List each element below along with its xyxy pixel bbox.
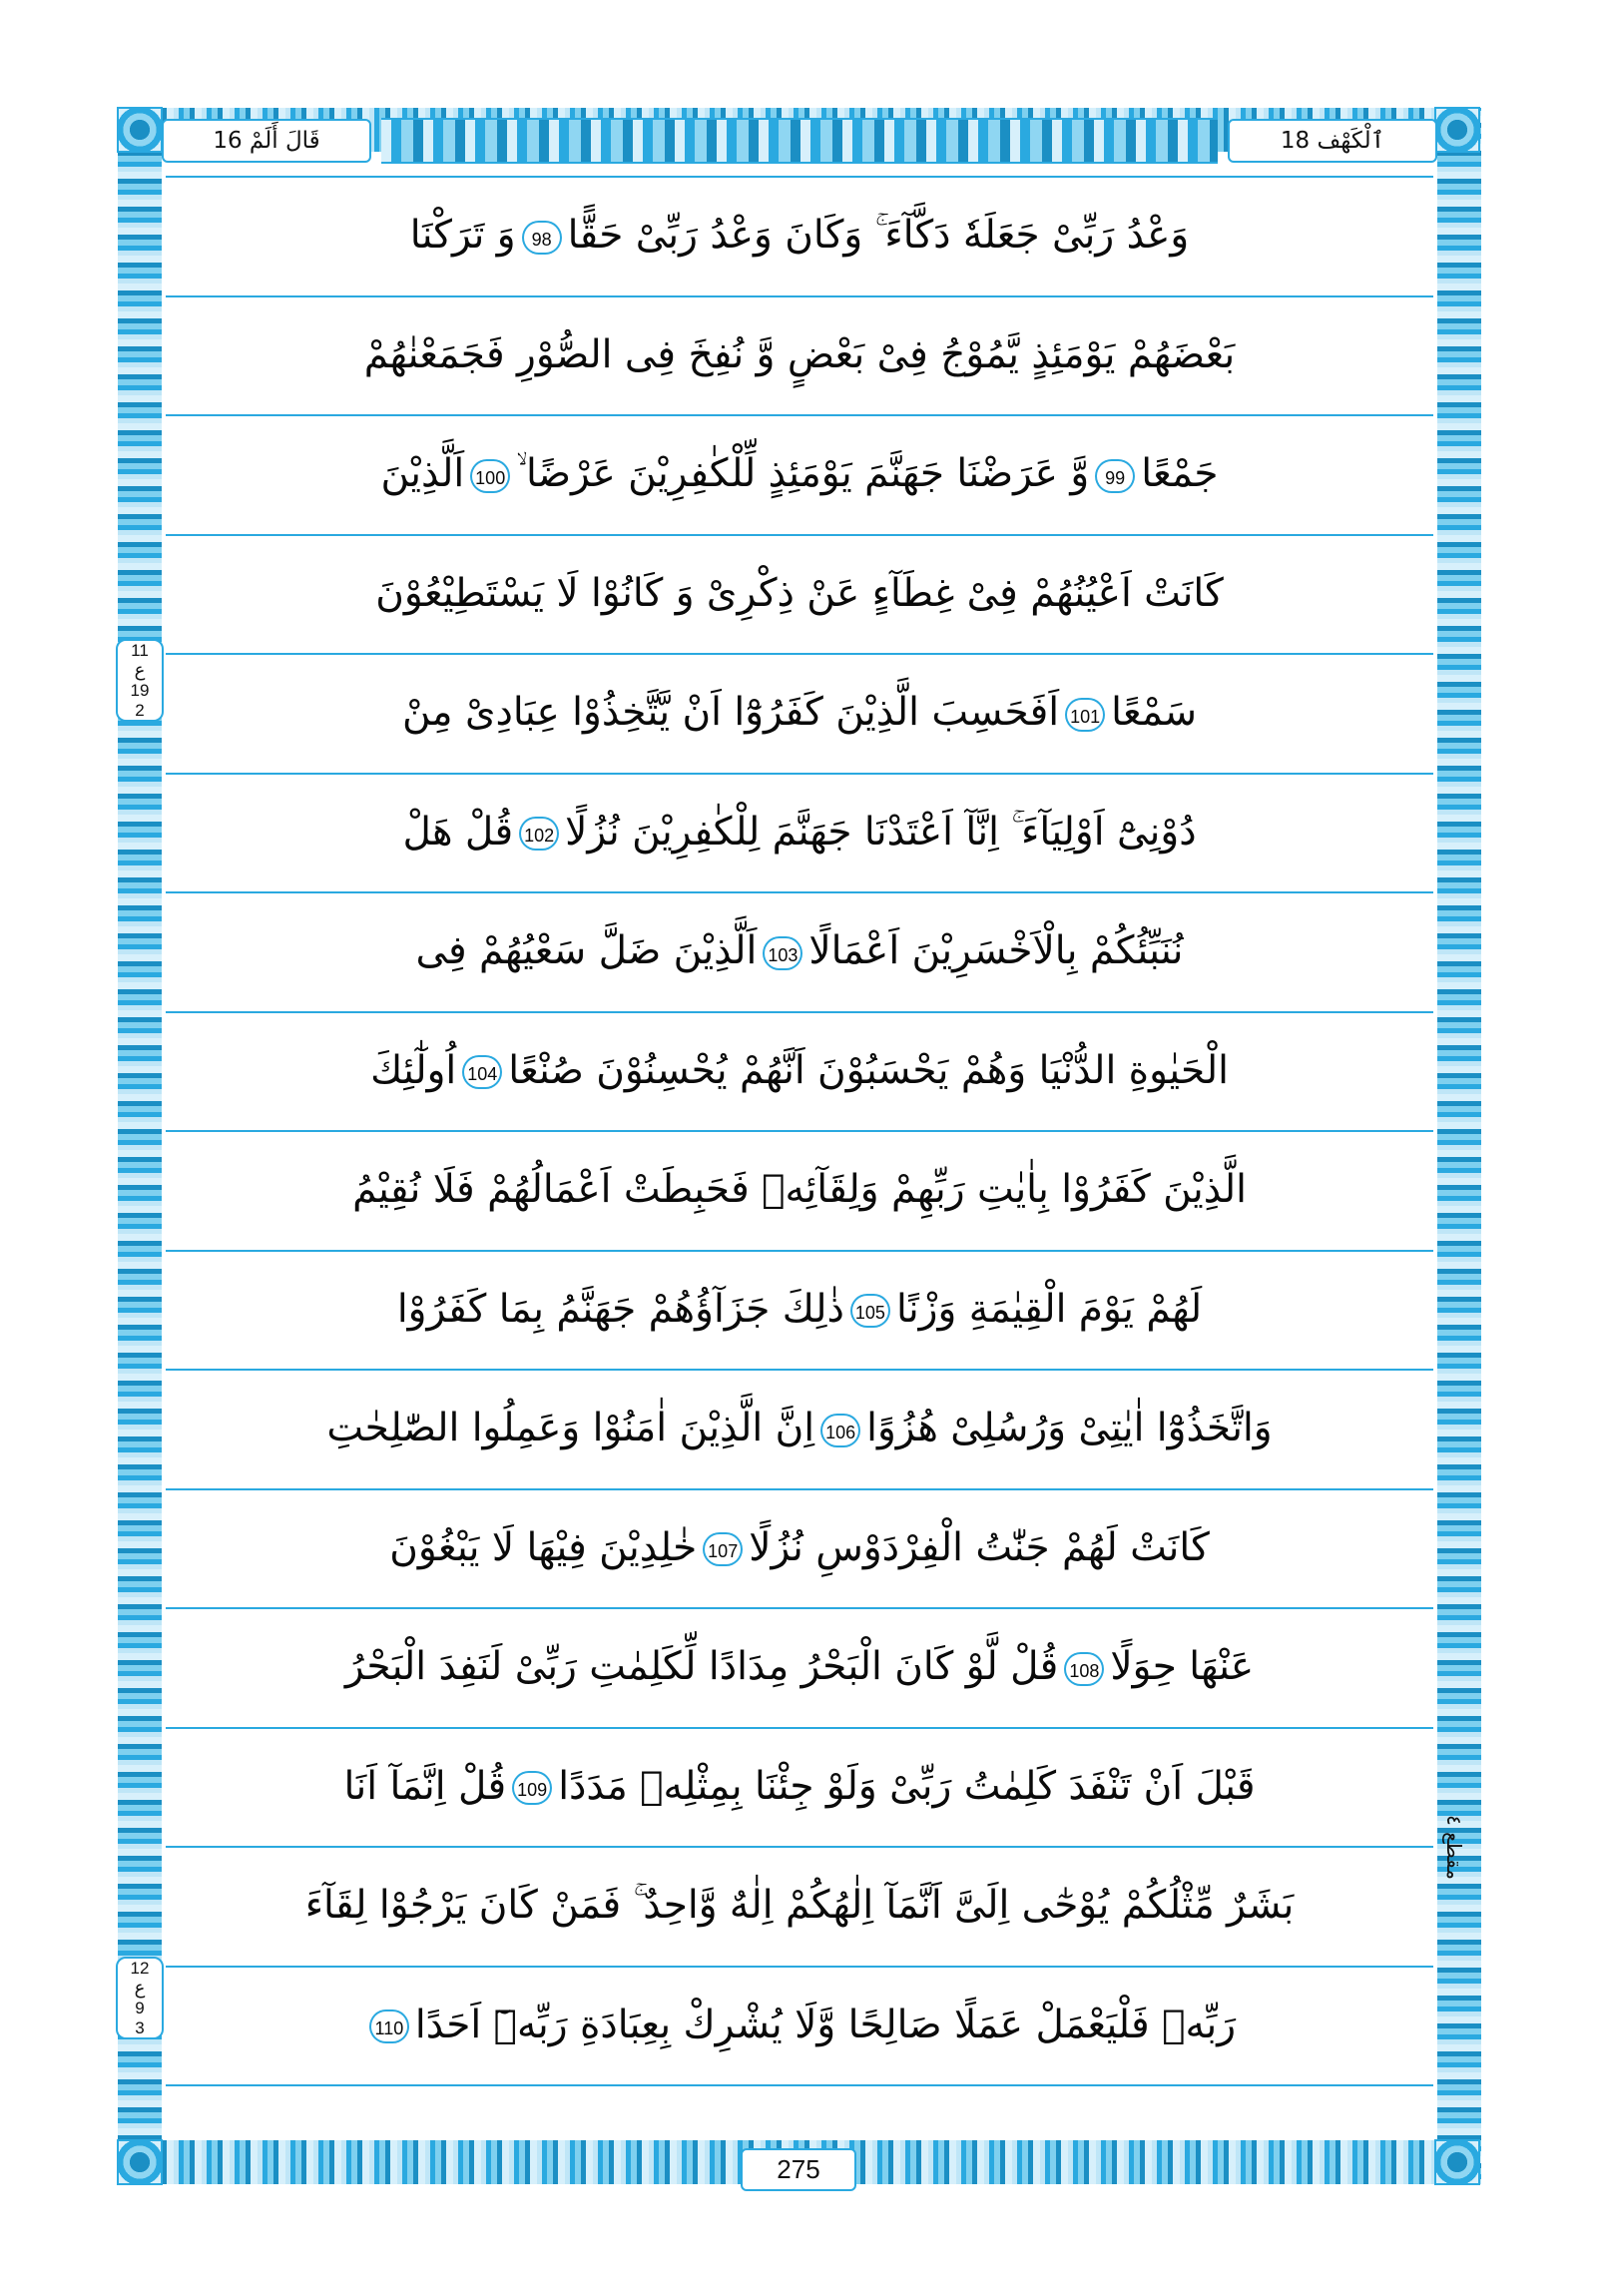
ayah-segment-continuation: وَ تَرَكْنَا xyxy=(409,213,516,259)
ayah-segment: بَشَرٌ مِّثْلُكُمْ يُوْحٰٓى اِلَىَّ اَنَّمَآ اِلٰهُكُمْ اِلٰهٌ وَّاحِدٌ ۚ فَمَنْ كَانَ يَرْجُوْا لِقَآءَ xyxy=(304,1883,1295,1929)
ayah-line-text xyxy=(380,451,1219,497)
ayah-segment: سَمْعًا xyxy=(1111,690,1198,736)
ayah-segment-continuation: اَلَّذِيْنَ ضَلَّ سَعْيُهُمْ فِى xyxy=(415,928,758,974)
ayah-line-text xyxy=(370,1047,1229,1093)
hizb-marker-upper-top: 11 xyxy=(131,641,149,660)
ayah-line-text xyxy=(396,1286,1203,1332)
ayah-segment-continuation: قُلْ اِنَّمَآ اَنَا xyxy=(343,1763,507,1809)
ayah-line-text xyxy=(389,1524,1210,1570)
ayah-line-text xyxy=(304,1883,1295,1929)
ayah-line xyxy=(166,297,1433,417)
hizb-marker-lower xyxy=(116,1957,164,2039)
hizb-marker-lower-bottom: 9 xyxy=(135,1999,145,2018)
ayah-line-text xyxy=(344,1644,1255,1690)
ayah-line xyxy=(166,775,1433,894)
ayah-segment-continuation-2: اَلَّذِيْنَ xyxy=(380,451,465,497)
ayah-number-marker: 103 xyxy=(763,936,802,970)
ayah-segment: كَانَتْ لَهُمْ جَنّٰتُ الْفِرْدَوْسِ نُزُلًا xyxy=(749,1524,1210,1570)
page-footer xyxy=(0,2148,1597,2191)
page-number: 275 xyxy=(741,2148,856,2191)
ayah-line xyxy=(166,1252,1433,1372)
ayah-line xyxy=(166,1132,1433,1252)
ayah-line xyxy=(166,1848,1433,1968)
ayah-segment: جَمْعًا xyxy=(1141,451,1219,497)
ayah-number-marker: 110 xyxy=(369,2009,409,2043)
ayah-number-marker: 106 xyxy=(820,1414,860,1447)
ayah-number-marker: 108 xyxy=(1064,1652,1104,1686)
juz-name-cartouche: قَالَ أَلَمْ 16 xyxy=(162,119,371,163)
ayah-line xyxy=(166,655,1433,775)
ayah-segment: دُوْنِىْٓ اَوْلِيَآءَ ۚ اِنَّآ اَعْتَدْنَا جَهَنَّمَ لِلْكٰفِرِيْنَ نُزُلًا xyxy=(565,809,1197,855)
ayah-line xyxy=(166,178,1433,297)
ayah-segment: بَعْضَهُمْ يَوْمَئِذٍ يَّمُوْجُ فِىْ بَعْضٍ وَّ نُفِخَ فِى الصُّوْرِ فَجَمَعْنٰهُمْ xyxy=(363,331,1236,377)
ayah-number-marker: 101 xyxy=(1065,698,1105,732)
ayah-line xyxy=(166,1609,1433,1729)
ayah-segment: الَّذِيْنَ كَفَرُوْا بِاٰيٰتِ رَبِّهِمْ وَلِقَآئِهٖ فَحَبِطَتْ اَعْمَالُهُمْ فَلَا نُقِيْمُ xyxy=(352,1167,1247,1213)
ayah-number-marker: 107 xyxy=(703,1532,743,1566)
ayah-line xyxy=(166,1013,1433,1133)
ayah-line xyxy=(166,1968,1433,2087)
ayah-number-marker: 109 xyxy=(512,1771,552,1805)
page-header xyxy=(162,114,1437,168)
ayah-line xyxy=(166,416,1433,536)
ornament-corner-top-right xyxy=(1434,107,1480,153)
surah-name-cartouche: ٱلْكَهْف 18 xyxy=(1228,119,1437,163)
ayah-line xyxy=(166,1490,1433,1610)
ayah-segment: عَنْهَا حِوَلًا xyxy=(1110,1644,1255,1690)
ayah-segment: رَبِّهٖ فَلْيَعْمَلْ عَمَلًا صَالِحًا وَّلَا يُشْرِكْ بِعِبَادَةِ رَبِّهٖٓ اَحَدًا xyxy=(414,2002,1237,2047)
header-ornament-strip xyxy=(381,118,1218,164)
hizb-marker-upper-extra: 2 xyxy=(135,700,145,720)
ayah-line-text xyxy=(402,809,1197,855)
ayah-segment: وَعْدُ رَبِّىْ جَعَلَهٗ دَكَّآءَ ۚ وَكَانَ وَعْدُ رَبِّىْ حَقًّا xyxy=(567,213,1190,259)
ayah-line-text xyxy=(415,928,1184,974)
ayah-segment-continuation: اَفَحَسِبَ الَّذِيْنَ كَفَرُوْٓا اَنْ يَّتَّخِذُوْا عِبَادِىْ مِنْ xyxy=(401,690,1060,736)
ayah-line xyxy=(166,1371,1433,1490)
ayah-segment: نُنَبِّئُكُمْ بِالْاَخْسَرِيْنَ اَعْمَالًا xyxy=(808,928,1184,974)
hizb-marker-lower-extra: 3 xyxy=(135,2017,145,2037)
hizb-marker-lower-mid: ع xyxy=(134,1977,146,1999)
ayah-line xyxy=(166,893,1433,1013)
hizb-marker-upper-bottom: 19 xyxy=(130,681,150,701)
hizb-marker-upper-mid: ع xyxy=(134,659,146,681)
ayah-number-marker: 98 xyxy=(522,221,562,255)
ayah-segment-continuation: اِنَّ الَّذِيْنَ اٰمَنُوْا وَعَمِلُوا الصّٰلِحٰتِ xyxy=(326,1406,815,1451)
maqta-side-label: مقطع ٤ xyxy=(1442,1814,1466,1880)
ayah-line-text xyxy=(343,1763,1256,1809)
ayah-line-text xyxy=(401,690,1198,736)
ayah-segment-continuation: اُولٰٓئِكَ xyxy=(370,1047,457,1093)
ornament-corner-top-left xyxy=(117,107,163,153)
ayah-number-marker: 105 xyxy=(850,1294,890,1328)
ayah-segment: وَاتَّخَذُوْٓا اٰيٰتِىْ وَرُسُلِىْ هُزُوًا xyxy=(866,1406,1273,1451)
ayah-line-text xyxy=(363,331,1236,377)
ayah-number-marker: 99 xyxy=(1095,459,1135,493)
ayah-segment: الْحَيٰوةِ الدُّنْيَا وَهُمْ يَحْسَبُوْنَ اَنَّهُمْ يُحْسِنُوْنَ صُنْعًا xyxy=(508,1047,1229,1093)
quran-text-block xyxy=(166,176,1433,2086)
ayah-line-text xyxy=(375,570,1224,616)
ayah-segment: قَبْلَ اَنْ تَنْفَدَ كَلِمٰتُ رَبِّىْ وَلَوْ جِئْنَا بِمِثْلِهٖ مَدَدًا xyxy=(558,1763,1256,1809)
ayah-segment: كَانَتْ اَعْيُنُهُمْ فِىْ غِطَآءٍ عَنْ ذِكْرِىْ وَ كَانُوْا لَا يَسْتَطِيْعُوْنَ xyxy=(375,570,1224,616)
hizb-marker-upper xyxy=(116,639,164,722)
ayah-number-marker: 104 xyxy=(462,1055,502,1089)
ayah-segment-continuation: قُلْ لَّوْ كَانَ الْبَحْرُ مِدَادًا لِّكَلِمٰتِ رَبِّىْ لَنَفِدَ الْبَحْرُ xyxy=(344,1644,1059,1690)
hizb-marker-lower-top: 12 xyxy=(130,1959,150,1978)
ayah-number-marker: 102 xyxy=(519,817,559,851)
ayah-line-text xyxy=(326,1406,1273,1451)
ayah-segment-continuation: قُلْ هَلْ xyxy=(402,809,514,855)
ayah-line-text xyxy=(409,213,1190,259)
ayah-line xyxy=(166,1729,1433,1849)
ayah-segment-continuation: ذٰلِكَ جَزَآؤُهُمْ جَهَنَّمُ بِمَا كَفَرُوْا xyxy=(396,1286,844,1332)
ayah-segment: لَهُمْ يَوْمَ الْقِيٰمَةِ وَزْنًا xyxy=(895,1286,1203,1332)
ayah-segment-continuation: وَّ عَرَضْنَا جَهَنَّمَ يَوْمَئِذٍ لِّلْكٰفِرِيْنَ عَرْضًا ۙ xyxy=(516,451,1090,497)
ayah-number-marker: 100 xyxy=(470,459,510,493)
ayah-line-text xyxy=(352,1167,1247,1213)
ayah-line-text xyxy=(363,2002,1237,2047)
ornament-band-left xyxy=(118,108,162,2184)
ayah-line xyxy=(166,536,1433,656)
ayah-segment-continuation: خٰلِدِيْنَ فِيْهَا لَا يَبْغُوْنَ xyxy=(389,1524,698,1570)
